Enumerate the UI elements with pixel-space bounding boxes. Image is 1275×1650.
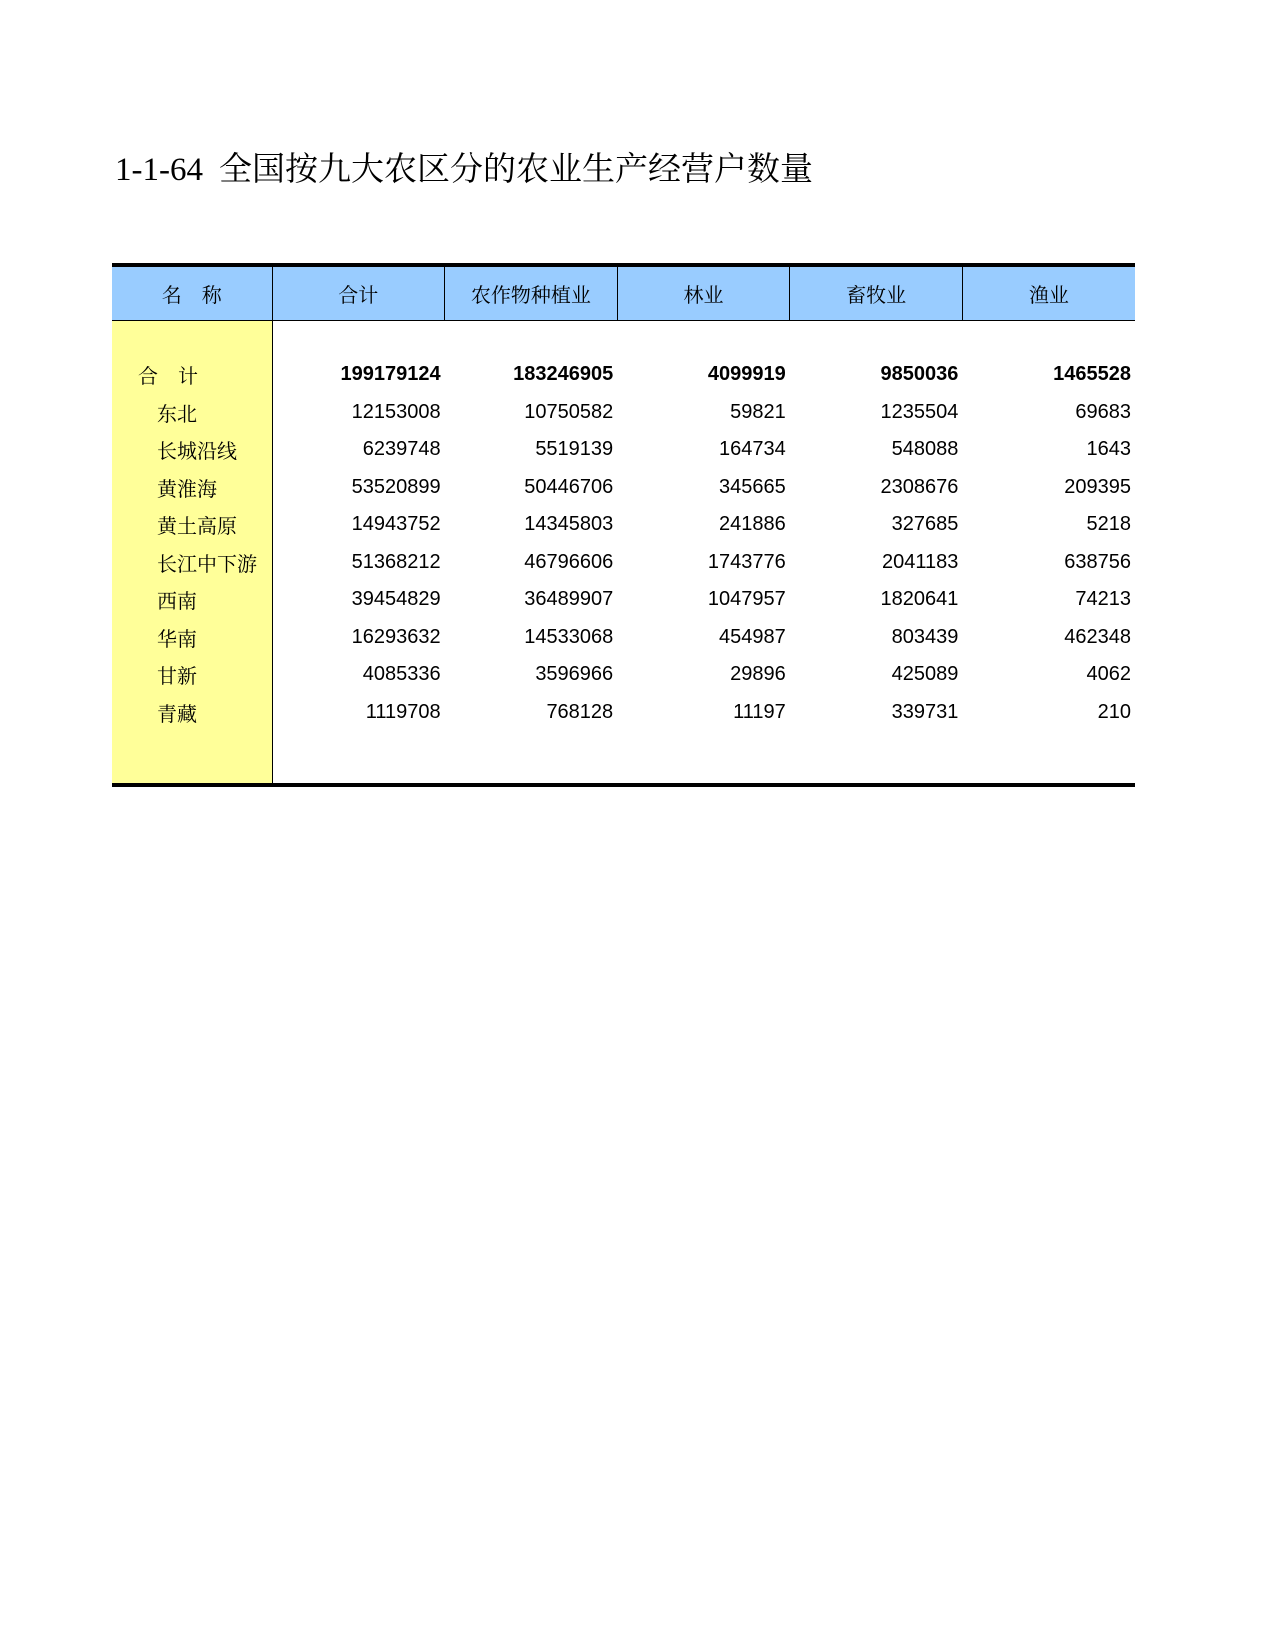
cell-crop-farming: 768128 — [546, 700, 614, 723]
cell-animal-husbandry: 1235504 — [880, 400, 959, 423]
table-row — [112, 431, 1135, 469]
cell-forestry: 1047957 — [707, 588, 786, 611]
header-total: 合计 — [272, 265, 445, 321]
cell-total: 6239748 — [362, 438, 441, 461]
cell-total: 12153008 — [351, 400, 441, 423]
table-row — [112, 394, 1135, 432]
cell-crop-farming: 5519139 — [535, 438, 614, 461]
cell-forestry: 29896 — [730, 663, 786, 686]
cell-crop-farming: 3596966 — [535, 663, 614, 686]
cell-fishery: 638756 — [1064, 550, 1131, 573]
spacer-cell — [272, 321, 1135, 357]
table-row — [112, 694, 1135, 732]
total-row — [112, 356, 1135, 394]
table-row — [112, 544, 1135, 582]
cell-fishery: 74213 — [1075, 588, 1131, 611]
row-label: 华南 — [112, 619, 272, 657]
cell-crop-farming: 183246905 — [513, 363, 614, 386]
row-label: 黄土高原 — [112, 506, 272, 544]
spacer-row — [112, 321, 1135, 357]
header-forestry: 林业 — [617, 265, 790, 321]
cell-fishery: 69683 — [1075, 400, 1131, 423]
spacer-cell — [112, 321, 272, 357]
header-name: 名 称 — [112, 265, 272, 321]
row-label: 西南 — [112, 581, 272, 619]
cell-crop-farming: 46796606 — [524, 550, 614, 573]
cell-crop-farming: 14533068 — [524, 625, 614, 648]
cell-forestry: 11197 — [733, 700, 786, 723]
cell-fishery: 209395 — [1064, 475, 1131, 498]
cell-forestry: 345665 — [719, 475, 786, 498]
table-row — [112, 619, 1135, 657]
cell-animal-husbandry: 803439 — [891, 625, 959, 648]
spacer-row — [112, 731, 1135, 785]
spacer-cell — [272, 731, 1135, 785]
row-label: 长江中下游 — [112, 544, 272, 582]
cell-total: 1119708 — [365, 700, 441, 723]
cell-animal-husbandry: 327685 — [891, 513, 959, 536]
cell-fishery: 462348 — [1064, 625, 1131, 648]
table-row — [112, 506, 1135, 544]
row-label: 青藏 — [112, 694, 272, 732]
cell-forestry: 241886 — [719, 513, 786, 536]
cell-total: 16293632 — [351, 625, 441, 648]
spacer-cell — [112, 731, 272, 785]
cell-animal-husbandry: 2308676 — [880, 475, 959, 498]
header-animal-husbandry: 畜牧业 — [790, 265, 963, 321]
cell-fishery: 1643 — [1086, 438, 1131, 461]
cell-forestry: 4099919 — [707, 363, 786, 386]
cell-crop-farming: 10750582 — [524, 400, 614, 423]
cell-animal-husbandry: 548088 — [891, 438, 959, 461]
cell-total: 199179124 — [340, 363, 441, 386]
row-label: 甘新 — [112, 656, 272, 694]
cell-fishery: 1465528 — [1053, 363, 1131, 386]
table-row — [112, 656, 1135, 694]
table-number: 1-1-64 — [115, 152, 203, 188]
cell-total: 39454829 — [351, 588, 441, 611]
cell-forestry: 164734 — [719, 438, 786, 461]
cell-forestry: 1743776 — [707, 550, 786, 573]
cell-total: 53520899 — [351, 475, 441, 498]
cell-total: 4085336 — [362, 663, 441, 686]
cell-animal-husbandry: 425089 — [891, 663, 959, 686]
cell-total: 14943752 — [351, 513, 441, 536]
cell-total: 51368212 — [351, 550, 441, 573]
table-row — [112, 581, 1135, 619]
cell-crop-farming: 50446706 — [524, 475, 614, 498]
row-label: 合 计 — [112, 356, 272, 394]
header-crop-farming: 农作物种植业 — [445, 265, 618, 321]
cell-fishery: 4062 — [1086, 663, 1131, 686]
cell-crop-farming: 14345803 — [524, 513, 614, 536]
page-title — [115, 143, 813, 190]
row-label: 东北 — [112, 394, 272, 432]
row-label: 黄淮海 — [112, 469, 272, 507]
row-label: 长城沿线 — [112, 431, 272, 469]
cell-animal-husbandry: 9850036 — [880, 363, 959, 386]
table-title-text: 全国按九大农区分的农业生产经营户数量 — [218, 149, 813, 188]
cell-forestry: 454987 — [719, 625, 786, 648]
cell-forestry: 59821 — [730, 400, 786, 423]
cell-fishery: 210 — [1097, 700, 1131, 723]
cell-crop-farming: 36489907 — [524, 588, 614, 611]
table-row — [112, 469, 1135, 507]
cell-fishery: 5218 — [1086, 513, 1131, 536]
data-table — [112, 263, 1135, 787]
header-row — [112, 265, 1135, 321]
cell-animal-husbandry: 339731 — [891, 700, 959, 723]
cell-animal-husbandry: 2041183 — [881, 550, 959, 573]
header-fishery: 渔业 — [962, 265, 1135, 321]
cell-animal-husbandry: 1820641 — [880, 588, 959, 611]
